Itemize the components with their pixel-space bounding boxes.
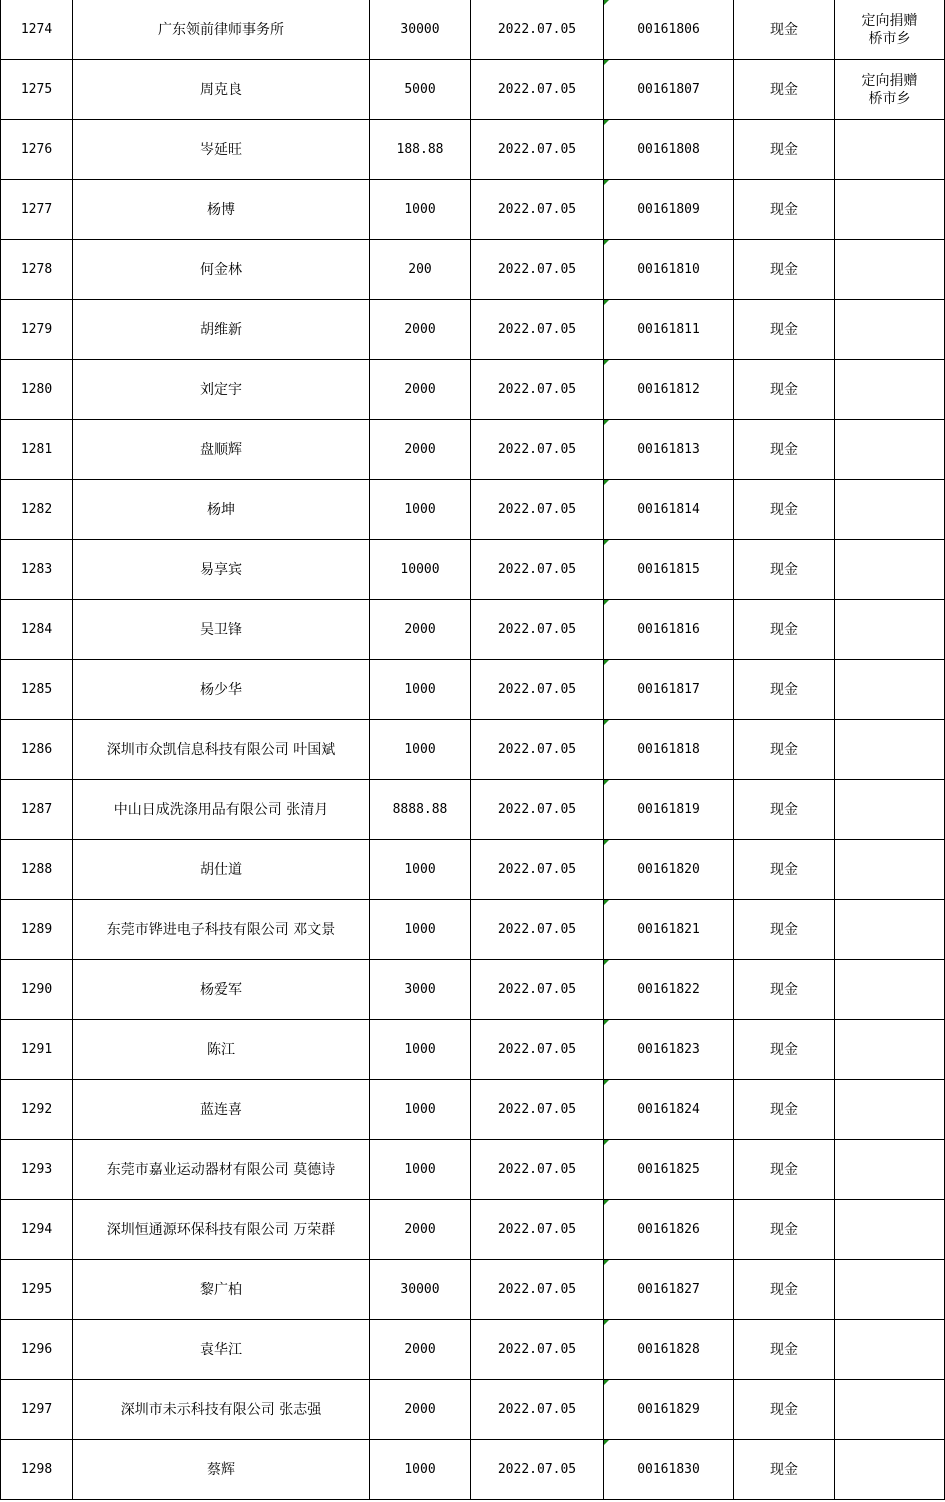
table-row [1,660,945,720]
cell-date: 2022.07.05 [471,1200,604,1260]
cell-date: 2022.07.05 [471,240,604,300]
cell-receipt-number: 00161811 [604,300,734,360]
cell-date: 2022.07.05 [471,1020,604,1080]
cell-amount: 188.88 [370,120,471,180]
table-row [1,420,945,480]
cell-date: 2022.07.05 [471,660,604,720]
cell-number: 1288 [1,840,73,900]
cell-payment-method: 现金 [734,600,835,660]
cell-number: 1284 [1,600,73,660]
cell-donor-name: 杨博 [73,180,370,240]
cell-amount: 30000 [370,1260,471,1320]
cell-date: 2022.07.05 [471,0,604,60]
cell-remark [835,180,945,240]
cell-amount: 5000 [370,60,471,120]
cell-date: 2022.07.05 [471,900,604,960]
cell-date: 2022.07.05 [471,720,604,780]
cell-date: 2022.07.05 [471,1380,604,1440]
cell-remark [835,360,945,420]
cell-number: 1278 [1,240,73,300]
cell-remark [835,720,945,780]
cell-receipt-number: 00161809 [604,180,734,240]
cell-donor-name: 蓝连喜 [73,1080,370,1140]
cell-number: 1280 [1,360,73,420]
cell-amount: 1000 [370,1080,471,1140]
cell-donor-name: 陈江 [73,1020,370,1080]
cell-receipt-number: 00161808 [604,120,734,180]
cell-date: 2022.07.05 [471,600,604,660]
cell-donor-name: 杨爱军 [73,960,370,1020]
cell-number: 1298 [1,1440,73,1500]
cell-number: 1287 [1,780,73,840]
cell-payment-method: 现金 [734,900,835,960]
cell-date: 2022.07.05 [471,360,604,420]
cell-donor-name: 胡维新 [73,300,370,360]
cell-donor-name: 岑延旺 [73,120,370,180]
table-row [1,960,945,1020]
cell-remark [835,960,945,1020]
cell-payment-method: 现金 [734,240,835,300]
cell-receipt-number: 00161829 [604,1380,734,1440]
cell-amount: 1000 [370,1440,471,1500]
cell-payment-method: 现金 [734,960,835,1020]
cell-donor-name: 周克良 [73,60,370,120]
cell-amount: 1000 [370,1020,471,1080]
cell-donor-name: 吴卫锋 [73,600,370,660]
table-row [1,1320,945,1380]
table-row [1,60,945,120]
cell-donor-name: 刘定宇 [73,360,370,420]
cell-number: 1276 [1,120,73,180]
cell-receipt-number: 00161826 [604,1200,734,1260]
cell-amount: 10000 [370,540,471,600]
table-row [1,1380,945,1440]
table-row [1,1200,945,1260]
cell-number: 1292 [1,1080,73,1140]
cell-donor-name: 杨少华 [73,660,370,720]
cell-receipt-number: 00161821 [604,900,734,960]
cell-payment-method: 现金 [734,660,835,720]
cell-receipt-number: 00161828 [604,1320,734,1380]
table-row [1,1440,945,1500]
cell-remark [835,60,945,120]
table-row [1,600,945,660]
table-row [1,540,945,600]
cell-receipt-number: 00161820 [604,840,734,900]
cell-payment-method: 现金 [734,480,835,540]
table-row [1,1140,945,1200]
cell-remark [835,1320,945,1380]
cell-donor-name: 易享宾 [73,540,370,600]
cell-receipt-number: 00161819 [604,780,734,840]
cell-receipt-number: 00161806 [604,0,734,60]
cell-payment-method: 现金 [734,120,835,180]
cell-amount: 8888.88 [370,780,471,840]
cell-receipt-number: 00161813 [604,420,734,480]
cell-receipt-number: 00161812 [604,360,734,420]
cell-number: 1277 [1,180,73,240]
table-row [1,480,945,540]
cell-donor-name: 袁华江 [73,1320,370,1380]
table-row [1,1080,945,1140]
cell-remark [835,0,945,60]
cell-date: 2022.07.05 [471,300,604,360]
cell-amount: 2000 [370,420,471,480]
cell-donor-name: 黎广柏 [73,1260,370,1320]
cell-number: 1293 [1,1140,73,1200]
cell-remark [835,780,945,840]
cell-date: 2022.07.05 [471,60,604,120]
cell-payment-method: 现金 [734,0,835,60]
cell-date: 2022.07.05 [471,780,604,840]
cell-donor-name: 深圳恒通源环保科技有限公司 万荣群 [73,1200,370,1260]
cell-date: 2022.07.05 [471,960,604,1020]
cell-date: 2022.07.05 [471,1140,604,1200]
cell-number: 1279 [1,300,73,360]
cell-amount: 200 [370,240,471,300]
cell-amount: 2000 [370,300,471,360]
cell-remark [835,1020,945,1080]
table-row [1,240,945,300]
cell-remark [835,300,945,360]
cell-donor-name: 深圳市未示科技有限公司 张志强 [73,1380,370,1440]
cell-date: 2022.07.05 [471,420,604,480]
remark-line: 定向捐赠 [861,72,918,89]
cell-remark [835,1260,945,1320]
cell-donor-name: 何金林 [73,240,370,300]
cell-donor-name: 杨坤 [73,480,370,540]
cell-receipt-number: 00161824 [604,1080,734,1140]
cell-payment-method: 现金 [734,1200,835,1260]
cell-number: 1296 [1,1320,73,1380]
cell-receipt-number: 00161823 [604,1020,734,1080]
cell-payment-method: 现金 [734,1140,835,1200]
cell-receipt-number: 00161815 [604,540,734,600]
cell-number: 1289 [1,900,73,960]
table-row [1,120,945,180]
cell-number: 1282 [1,480,73,540]
cell-date: 2022.07.05 [471,1260,604,1320]
table-row [1,720,945,780]
cell-remark [835,420,945,480]
cell-amount: 1000 [370,720,471,780]
cell-number: 1286 [1,720,73,780]
cell-date: 2022.07.05 [471,480,604,540]
remark-line: 桥市乡 [868,90,911,107]
cell-donor-name: 东莞市嘉业运动器材有限公司 莫德诗 [73,1140,370,1200]
remark-line: 桥市乡 [868,30,911,47]
cell-amount: 1000 [370,180,471,240]
cell-amount: 2000 [370,1320,471,1380]
cell-receipt-number: 00161814 [604,480,734,540]
cell-remark [835,600,945,660]
cell-payment-method: 现金 [734,360,835,420]
cell-number: 1294 [1,1200,73,1260]
cell-amount: 3000 [370,960,471,1020]
cell-number: 1285 [1,660,73,720]
cell-remark [835,1080,945,1140]
cell-number: 1283 [1,540,73,600]
cell-receipt-number: 00161817 [604,660,734,720]
cell-receipt-number: 00161827 [604,1260,734,1320]
cell-receipt-number: 00161825 [604,1140,734,1200]
cell-donor-name: 中山日成洗涤用品有限公司 张清月 [73,780,370,840]
cell-receipt-number: 00161818 [604,720,734,780]
cell-receipt-number: 00161816 [604,600,734,660]
cell-date: 2022.07.05 [471,1320,604,1380]
cell-payment-method: 现金 [734,720,835,780]
cell-number: 1290 [1,960,73,1020]
table-row [1,900,945,960]
cell-amount: 1000 [370,480,471,540]
cell-amount: 1000 [370,900,471,960]
cell-payment-method: 现金 [734,60,835,120]
cell-remark [835,1380,945,1440]
cell-number: 1291 [1,1020,73,1080]
table-row [1,0,945,60]
cell-donor-name: 深圳市众凯信息科技有限公司 叶国斌 [73,720,370,780]
cell-payment-method: 现金 [734,840,835,900]
cell-amount: 2000 [370,360,471,420]
cell-payment-method: 现金 [734,1080,835,1140]
cell-donor-name: 盘顺辉 [73,420,370,480]
cell-date: 2022.07.05 [471,840,604,900]
table-row [1,180,945,240]
cell-amount: 1000 [370,1140,471,1200]
cell-amount: 30000 [370,0,471,60]
cell-payment-method: 现金 [734,1260,835,1320]
table-body [1,0,945,1500]
cell-date: 2022.07.05 [471,180,604,240]
table-row [1,840,945,900]
cell-payment-method: 现金 [734,780,835,840]
cell-number: 1275 [1,60,73,120]
cell-amount: 1000 [370,840,471,900]
remark-line: 定向捐赠 [861,12,918,29]
cell-payment-method: 现金 [734,300,835,360]
cell-payment-method: 现金 [734,1020,835,1080]
cell-payment-method: 现金 [734,420,835,480]
cell-remark [835,660,945,720]
cell-amount: 2000 [370,1200,471,1260]
cell-receipt-number: 00161822 [604,960,734,1020]
cell-date: 2022.07.05 [471,1080,604,1140]
cell-payment-method: 现金 [734,540,835,600]
cell-payment-method: 现金 [734,1320,835,1380]
cell-remark [835,1440,945,1500]
table-row [1,1020,945,1080]
cell-receipt-number: 00161810 [604,240,734,300]
cell-date: 2022.07.05 [471,540,604,600]
cell-amount: 2000 [370,600,471,660]
cell-date: 2022.07.05 [471,120,604,180]
cell-amount: 1000 [370,660,471,720]
cell-remark [835,840,945,900]
cell-remark [835,900,945,960]
cell-remark [835,1140,945,1200]
cell-number: 1297 [1,1380,73,1440]
table-row [1,300,945,360]
cell-remark [835,240,945,300]
cell-remark [835,540,945,600]
cell-donor-name: 胡仕道 [73,840,370,900]
table-row [1,1260,945,1320]
cell-payment-method: 现金 [734,1380,835,1440]
cell-amount: 2000 [370,1380,471,1440]
cell-donor-name: 蔡辉 [73,1440,370,1500]
table-row [1,780,945,840]
cell-remark [835,1200,945,1260]
cell-remark [835,120,945,180]
cell-receipt-number: 00161830 [604,1440,734,1500]
cell-number: 1295 [1,1260,73,1320]
cell-donor-name: 广东领前律师事务所 [73,0,370,60]
cell-receipt-number: 00161807 [604,60,734,120]
cell-number: 1274 [1,0,73,60]
cell-remark [835,480,945,540]
cell-number: 1281 [1,420,73,480]
cell-donor-name: 东莞市铧进电子科技有限公司 邓文景 [73,900,370,960]
table-row [1,360,945,420]
cell-date: 2022.07.05 [471,1440,604,1500]
cell-payment-method: 现金 [734,1440,835,1500]
cell-payment-method: 现金 [734,180,835,240]
